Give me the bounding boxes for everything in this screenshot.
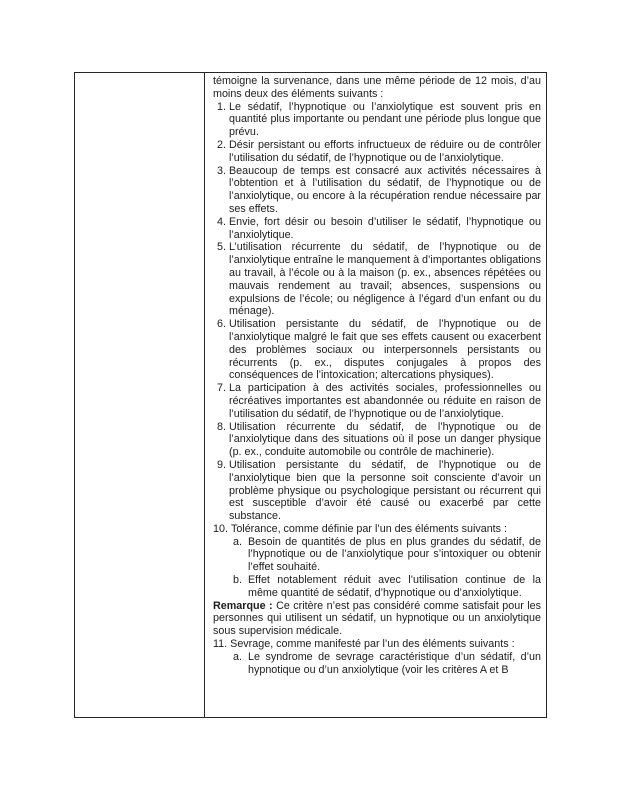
item-text: Désir persistant ou efforts infructueux de réduire ou de contrôler l’utilisation du sédatif, de l’hypnotique ou de l’anxiolytique. — [229, 138, 541, 164]
item-text: Utilisation récurrente du sédatif, de l’hypnotique ou de l’anxiolytique dans des situations où il pose un danger physique (p. ex., conduite automobile ou contrôle de machinerie). — [229, 420, 541, 459]
item-text: Sevrage, comme manifesté par l’un des éléments suivants : — [230, 638, 515, 651]
criteria-item — [213, 421, 541, 459]
remark-label: Remarque : — [213, 599, 273, 612]
criteria-item — [213, 382, 541, 420]
item-text: Tolérance, comme définie par l’un des éléments suivants : — [230, 522, 508, 535]
table-cell-right-criteria — [205, 73, 546, 717]
intro-paragraph: témoigne la survenance, dans une même période de 12 mois, d’au moins deux des éléments suivants : — [213, 75, 541, 100]
item-text: L’utilisation récurrente du sédatif, de l’hypnotique ou de l’anxiolytique entraîne le manquement à d’importantes obligations au travail, à l’école ou à la maison (p. ex., absences répétées ou mauvais rendement au travail; absences, suspensions ou expulsions de l’école; ou négligence à l’égard d’un enfant ou du ménage). — [229, 241, 541, 318]
criteria-item — [213, 165, 541, 216]
item-text: Envie, fort désir ou besoin d’utiliser le sédatif, l’hypnotique ou l’anxiolytique. — [229, 215, 541, 241]
item-number: 11. — [213, 638, 228, 651]
subitem-text: Le syndrome de sevrage caractéristique d’un sédatif, d’un hypnotique ou d’un anxiolytique (voir les critères A et B — [248, 650, 541, 676]
subitem-number: a. — [233, 650, 242, 663]
item-number: 5. — [217, 241, 226, 254]
item-number: 9. — [217, 458, 226, 471]
remark-paragraph — [213, 600, 541, 638]
item-text: Le sédatif, l’hypnotique ou l’anxiolytique est souvent pris en quantité plus importante ou pendant une période plus longue que prévu. — [229, 100, 541, 139]
criteria-subitem — [213, 574, 541, 600]
item-text: Beaucoup de temps est consacré aux activités nécessaires à l’obtention et à l’utilisation du sédatif, de l’hypnotique ou de l’anxiolytique, ou encore à la récupération rendue nécessaire par ses effets. — [229, 164, 541, 215]
item-number: 2. — [217, 138, 226, 151]
criteria-subitem — [213, 536, 541, 574]
subitem-text: Besoin de quantités de plus en plus grandes du sédatif, de l’hypnotique ou de l’anxiolytique pour s’intoxiquer ou obtenir l’effet souhaité. — [248, 535, 541, 574]
item-number: 6. — [217, 318, 226, 331]
item-number: 1. — [217, 100, 226, 113]
subitem-number: a. — [233, 535, 242, 548]
criteria-item — [213, 216, 541, 242]
subitem-number: b. — [233, 574, 242, 587]
subitem-text: Effet notablement réduit avec l’utilisation continue de la même quantité de sédatif, d’hypnotique ou d’anxiolytique. — [248, 574, 541, 599]
item-text: Utilisation persistante du sédatif, de l’hypnotique ou de l’anxiolytique bien que la personne soit consciente d’avoir un problème physique ou psychologique persistant ou récurrent qui est susceptible d’avoir été causé ou exacerbé par cette substance. — [229, 458, 541, 523]
criteria-item — [213, 638, 541, 651]
criteria-subitem — [213, 651, 541, 677]
table-cell-left-empty — [75, 73, 205, 717]
item-text: Utilisation persistante du sédatif, de l’hypnotique ou de l’anxiolytique malgré le fait que ses effets causent ou exacerbent des problèmes sociaux ou interpersonnels persistants ou récurrents (p. ex., disputes conjugales à propos des conséquences de l’intoxication; altercations physiques). — [229, 318, 541, 382]
criteria-item — [213, 139, 541, 165]
criteria-item — [213, 241, 541, 318]
remark-text: Ce critère n’est pas considéré comme satisfait pour les personnes qui utilisent un sédatif, un hypnotique ou un anxiolytique sous supervision médicale. — [213, 599, 541, 638]
item-number: 8. — [217, 420, 226, 433]
criteria-item — [213, 523, 541, 536]
criteria-item — [213, 459, 541, 523]
criteria-table — [74, 72, 547, 718]
item-number: 3. — [217, 164, 226, 177]
item-number: 4. — [217, 215, 226, 228]
item-number: 10. — [213, 522, 228, 535]
item-number: 7. — [217, 382, 226, 395]
criteria-item — [213, 101, 541, 139]
criteria-item — [213, 318, 541, 382]
item-text: La participation à des activités sociales, professionnelles ou récréatives importantes est abandonnée ou réduite en raison de l’utilisation du sédatif, de l’hypnotique ou de l’anxiolytique. — [229, 382, 541, 420]
